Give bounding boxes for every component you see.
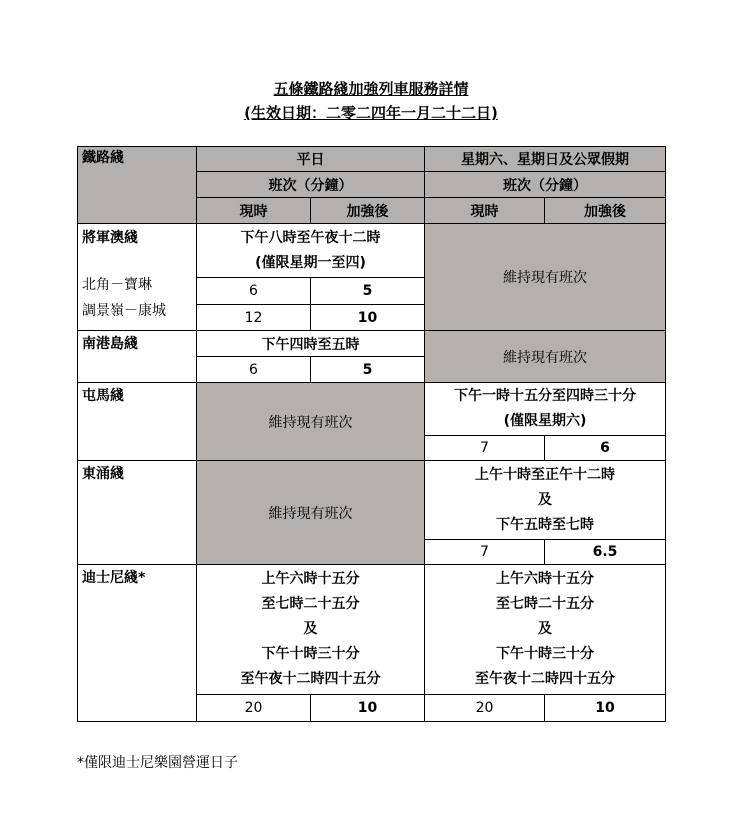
line-sil: 南港島綫: [78, 331, 197, 383]
header-weekday: 平日: [197, 147, 425, 172]
tml-weekend-time: 下午一時十五分至四時三十分 (僅限星期六): [425, 383, 666, 436]
tcl-current: 7: [425, 540, 545, 565]
header-weekend: 星期六、星期日及公眾假期: [425, 147, 666, 172]
section-name: 北角－寶琳: [82, 277, 152, 293]
sil-weekend-maintain: 維持現有班次: [425, 331, 666, 383]
tko-weekend-maintain: 維持現有班次: [425, 224, 666, 331]
header-weekday-enhanced: 加強後: [311, 198, 425, 224]
tko-nph-enhanced: 5: [311, 278, 425, 305]
header-weekend-interval: 班次（分鐘）: [425, 172, 666, 198]
header-weekend-current: 現時: [425, 198, 545, 224]
tml-weekday-maintain: 維持現有班次: [197, 383, 425, 461]
header-weekend-enhanced: 加強後: [545, 198, 666, 224]
tml-enhanced: 6: [545, 436, 666, 461]
effective-date: (生效日期：二零二四年一月二十二日): [244, 104, 498, 122]
drl-weekday-enhanced: 10: [311, 695, 425, 722]
drl-weekend-enhanced: 10: [545, 695, 666, 722]
tko-weekday-time: 下午八時至午夜十二時 (僅限星期一至四): [197, 224, 425, 278]
header-weekday-current: 現時: [197, 198, 311, 224]
header-weekday-interval: 班次（分鐘）: [197, 172, 425, 198]
line-tcl: 東涌綫: [78, 461, 197, 565]
header-line: 鐵路綫: [78, 147, 197, 224]
footnote: *僅限迪士尼樂園營運日子: [77, 755, 238, 771]
service-table: [77, 146, 666, 722]
sil-weekday-time: 下午四時至五時: [197, 331, 425, 357]
tcl-enhanced: 6.5: [545, 540, 666, 565]
section-name: 調景嶺－康城: [82, 303, 166, 319]
sil-current: 6: [197, 357, 311, 383]
line-drl: 迪士尼綫*: [78, 565, 197, 722]
tcl-weekend-time: 上午十時至正午十二時 及 下午五時至七時: [425, 461, 666, 540]
tko-tkl-enhanced: 10: [311, 305, 425, 331]
sil-enhanced: 5: [311, 357, 425, 383]
line-name: 將軍澳綫: [82, 230, 138, 246]
drl-weekday-current: 20: [197, 695, 311, 722]
tko-nph-current: 6: [197, 278, 311, 305]
drl-weekend-time: 上午六時十五分 至七時二十五分 及 下午十時三十分 至午夜十二時四十五分: [425, 565, 666, 695]
line-tml: 屯馬綫: [78, 383, 197, 461]
document-title: 五條鐵路綫加強列車服務詳情: [273, 80, 469, 98]
drl-weekend-current: 20: [425, 695, 545, 722]
tko-tkl-current: 12: [197, 305, 311, 331]
drl-weekday-time: 上午六時十五分 至七時二十五分 及 下午十時三十分 至午夜十二時四十五分: [197, 565, 425, 695]
line-tko: [78, 224, 197, 331]
tml-current: 7: [425, 436, 545, 461]
tcl-weekday-maintain: 維持現有班次: [197, 461, 425, 565]
